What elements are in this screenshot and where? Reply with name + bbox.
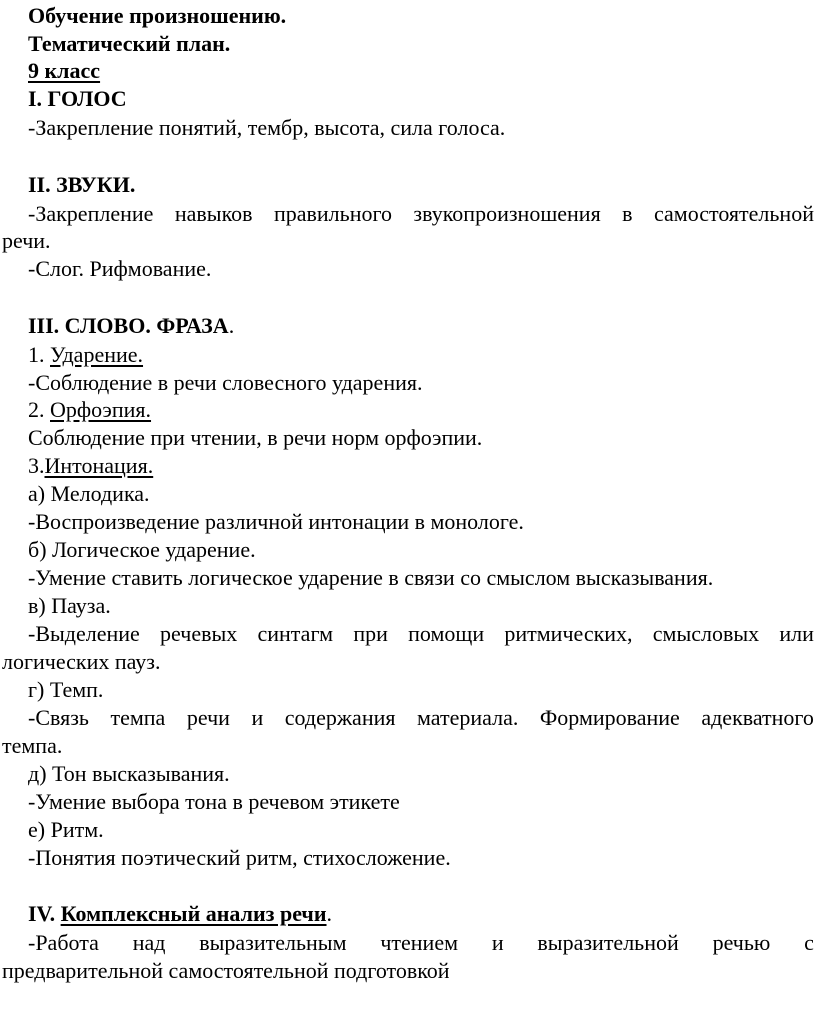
word: адекватного — [701, 705, 814, 730]
item-b-text: -Умение ставить логическое ударение в связи со смыслом высказывания. — [28, 565, 714, 590]
section-2-item-1-line-2: речи. — [2, 228, 51, 253]
subsection-3-number: 3. — [28, 453, 45, 478]
item-a-title: а) Мелодика. — [28, 481, 150, 506]
word: в — [622, 201, 633, 226]
section-4-heading-dot: . — [326, 901, 333, 926]
word: содержания — [284, 705, 396, 730]
word: смысловых — [652, 621, 760, 646]
section-2-item-2: -Слог. Рифмование. — [28, 256, 212, 281]
word: при — [353, 621, 388, 646]
word: -Выделение — [28, 621, 140, 646]
section-4-item-line-1 — [28, 929, 814, 957]
section-4-heading-text: Комплексный анализ речи — [60, 901, 327, 926]
subsection-2-label: Орфоэпия. — [50, 397, 152, 422]
item-e-text: -Понятия поэтический ритм, стихосложение. — [28, 845, 451, 870]
item-g-title: г) Темп. — [28, 677, 104, 702]
word: звукопроизношения — [413, 201, 601, 226]
word: чтением — [380, 930, 459, 955]
section-2-item-1-line-1 — [28, 200, 814, 228]
item-v-title: в) Пауза. — [28, 593, 111, 618]
section-3-heading — [28, 312, 234, 340]
word: правильного — [273, 201, 392, 226]
subsection-3-title — [28, 452, 153, 480]
subsection-2-item: Соблюдение при чтении, в речи норм орфоэпии. — [28, 425, 483, 450]
subsection-1-label: Ударение. — [50, 342, 144, 367]
word: или — [779, 621, 814, 646]
section-2-heading: II. ЗВУКИ. — [28, 172, 136, 197]
item-d-title: д) Тон высказывания. — [28, 761, 230, 786]
subsection-2-number: 2. — [28, 397, 50, 422]
word: с — [804, 930, 814, 955]
item-v-text-line-1 — [28, 620, 814, 648]
word: речевых — [160, 621, 238, 646]
title-line-2: Тематический план. — [28, 31, 231, 56]
word: выразительной — [537, 930, 679, 955]
word: темпа — [110, 705, 166, 730]
word: помощи — [408, 621, 485, 646]
section-1-item-1: -Закрепление понятий, тембр, высота, сила голоса. — [28, 115, 506, 140]
subsection-3-label: Интонация. — [44, 453, 154, 478]
item-e-title: е) Ритм. — [28, 817, 104, 842]
section-1-heading: I. ГОЛОС — [28, 86, 127, 111]
word: материала. — [417, 705, 519, 730]
section-4-item-line-2: предварительной самостоятельной подготовкой — [2, 958, 450, 983]
word: ритмических, — [504, 621, 633, 646]
word: -Работа — [28, 930, 99, 955]
section-4-heading — [28, 900, 332, 928]
word: навыков — [174, 201, 253, 226]
item-d-text: -Умение выбора тона в речевом этикете — [28, 789, 400, 814]
word: выразительным — [199, 930, 347, 955]
word: самостоятельной — [653, 201, 814, 226]
section-3-heading-dot: . — [228, 313, 235, 338]
word: речью — [712, 930, 771, 955]
item-g-text-line-2: темпа. — [2, 733, 63, 758]
word: над — [132, 930, 166, 955]
section-3-heading-text: III. СЛОВО. ФРАЗА — [28, 313, 229, 338]
item-b-title: б) Логическое ударение. — [28, 537, 256, 562]
grade-heading: 9 класс — [28, 58, 101, 83]
section-4-number: IV. — [28, 901, 61, 926]
word: Формирование — [539, 705, 680, 730]
item-a-text: -Воспроизведение различной интонации в монологе. — [28, 509, 524, 534]
word: и — [251, 705, 264, 730]
word: и — [491, 930, 504, 955]
title-line-1: Обучение произношению. — [28, 3, 287, 28]
word: синтагм — [257, 621, 334, 646]
word: -Связь — [28, 705, 89, 730]
subsection-1-item: -Соблюдение в речи словесного ударения. — [28, 370, 423, 395]
item-g-text-line-1 — [28, 704, 814, 732]
subsection-1-number: 1. — [28, 342, 50, 367]
subsection-2-title — [28, 396, 151, 424]
word: -Закрепление — [28, 201, 154, 226]
subsection-1-title — [28, 341, 143, 369]
word: речи — [186, 705, 230, 730]
item-v-text-line-2: логических пауз. — [2, 649, 161, 674]
